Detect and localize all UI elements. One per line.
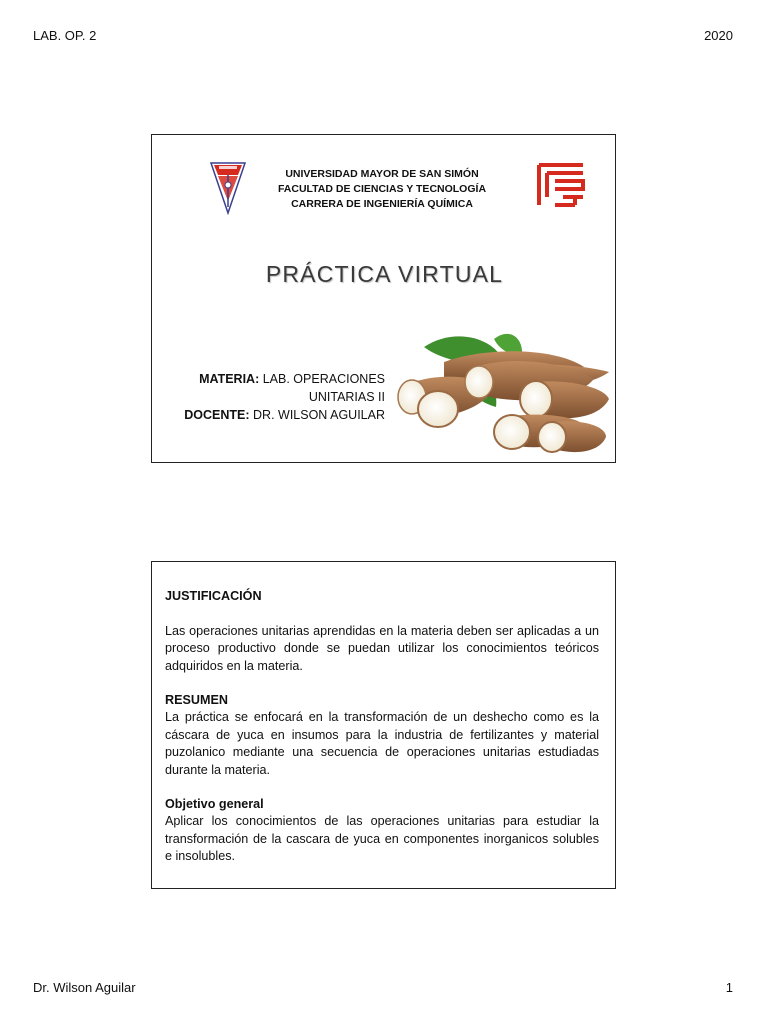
materia-value-line2: UNITARIAS II [308,390,385,404]
slide-content-body [165,588,599,866]
slide-title [151,134,616,463]
faculty-logo-icon [535,161,587,209]
resumen-text: La práctica se enfocará en la transformación de un deshecho como es la cáscara de yuca en insumos para la industria de fertilizantes y material puzolanico mediante una secuencia de operaciones unitarias estudiadas durante la materia. [165,710,599,777]
docente-label: DOCENTE: [184,408,250,422]
page-header-left: LAB. OP. 2 [33,28,97,43]
objetivo-heading: Objetivo general [165,797,264,812]
docente-value: DR. WILSON AGUILAR [253,408,385,422]
page-footer-author: Dr. Wilson Aguilar [33,980,136,995]
faculty-name: FACULTAD DE CIENCIAS Y TECNOLOGÍA [277,183,487,195]
university-emblem-icon [209,161,247,215]
resumen-heading: RESUMEN [165,693,228,708]
slide-main-title: PRÁCTICA VIRTUAL [265,261,504,287]
university-name: UNIVERSIDAD MAYOR DE SAN SIMÓN [285,168,479,180]
career-name: CARRERA DE INGENIERÍA QUÍMICA [291,198,473,210]
justificacion-text: Las operaciones unitarias aprendidas en la materia deben ser aplicadas a un proceso productivo donde se puedan utilizar los conocimientos teóricos adquiridos en la materia. [165,623,599,673]
course-info [184,370,385,424]
objetivo-text: Aplicar los conocimientos de las operaciones unitarias para estudiar la transformación de la cascara de yuca en componentes inorganicos solubles e insolubles. [165,814,599,864]
slide-content [151,561,616,889]
materia-value-line1: LAB. OPERACIONES [262,372,385,386]
page-number: 1 [725,980,733,995]
materia-label: MATERIA: [199,372,260,386]
university-heading [247,167,517,212]
justificacion-heading: JUSTIFICACIÓN [165,589,262,603]
page-header-right: 2020 [704,28,733,43]
cassava-image [384,327,616,459]
